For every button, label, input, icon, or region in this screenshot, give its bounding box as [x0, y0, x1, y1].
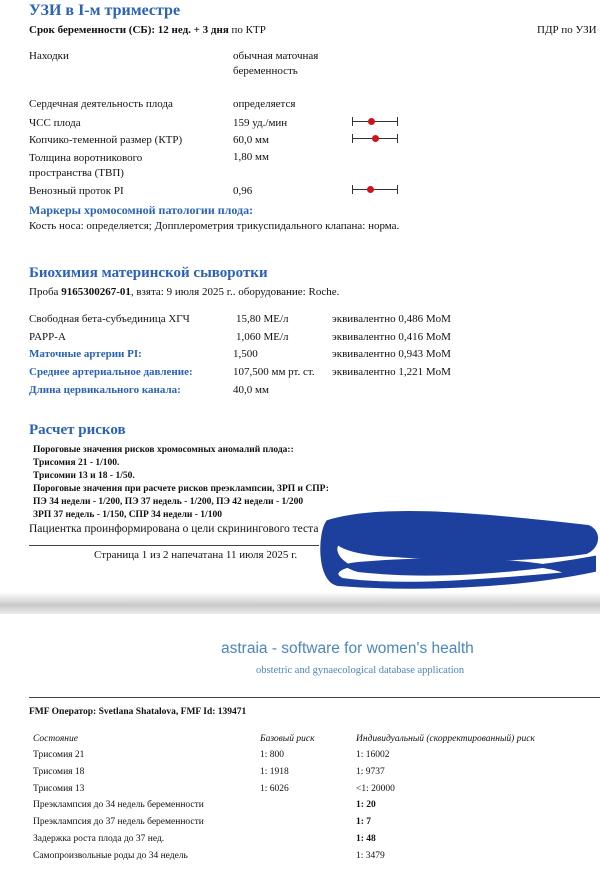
dv-range-indicator [352, 184, 398, 196]
footer-rule [29, 545, 319, 546]
col-header-base: Базовый риск [260, 734, 315, 744]
bio-value-4: 40,0 мм [233, 384, 269, 396]
operator-line: FMF Оператор: Svetlana Shatalova, FMF Id: 139471 [29, 707, 247, 717]
finding-label-2: ЧСС плода [29, 117, 81, 129]
col-header-condition: Состояние [33, 734, 78, 744]
biochemistry-heading: Биохимия материнской сыворотки [29, 265, 268, 281]
risk-line-4: ПЭ 34 недели - 1/200, ПЭ 37 недель - 1/200, ПЭ 42 недели - 1/200 [33, 497, 304, 507]
finding-value-1: определяется [233, 98, 296, 110]
risk-line-1: Трисомия 21 - 1/100. [33, 458, 120, 468]
bio-value-1: 1,060 МЕ/л [236, 331, 289, 343]
risk-row-3-condition: Преэклампсия до 34 недель беременности [33, 800, 204, 810]
bio-label-2: Маточные артерии PI: [29, 348, 142, 360]
finding-label-5: Венозный проток PI [29, 185, 124, 197]
markers-heading: Маркеры хромосомной патологии плода: [29, 203, 254, 217]
risk-row-4-individual: 1: 7 [356, 817, 372, 827]
hr-range-indicator [352, 116, 398, 128]
finding-label-1: Сердечная деятельность плода [29, 98, 173, 110]
sample-line [29, 286, 339, 298]
bio-label-0: Свободная бета-субъединица ХГЧ [29, 313, 190, 325]
risk-row-0-base: 1: 800 [260, 750, 285, 760]
bio-label-3: Среднее артериальное давление: [29, 366, 193, 378]
col-header-individual: Индивидуальный (скорректированный) риск [356, 734, 535, 744]
risk-heading: Расчет рисков [29, 422, 126, 438]
bio-mom-1: эквивалентно 0,416 MoM [332, 331, 451, 343]
risk-line-2: Трисомии 13 и 18 - 1/50. [33, 471, 135, 481]
page-footer: Страница 1 из 2 напечатана 11 июля 2025 г. [94, 549, 298, 561]
bio-mom-2: эквивалентно 0,943 MoM [332, 348, 451, 360]
risk-row-2-base: 1: 6026 [260, 784, 289, 794]
finding-value-5: 0,96 [233, 185, 253, 197]
finding-value-2: 159 уд./мин [233, 117, 288, 129]
risk-row-2-individual: <1: 20000 [356, 784, 395, 794]
risk-row-2-condition: Трисомия 13 [33, 784, 85, 794]
crl-range-indicator [352, 133, 398, 145]
crl-marker [372, 135, 379, 142]
risk-row-0-condition: Трисомия 21 [33, 750, 85, 760]
ga-suffix: по КТР [231, 24, 266, 36]
sample-id: 9165300267-01 [61, 286, 131, 298]
astraia-brand: astraia - software for women's health [221, 640, 474, 657]
informed-text: Пациентка проинформирована о цели скринингового теста [29, 523, 319, 535]
risk-row-5-individual: 1: 48 [356, 834, 376, 844]
dv-marker [367, 186, 374, 193]
finding-value-4: 1,80 мм [233, 151, 269, 163]
hr-marker [368, 118, 375, 125]
bio-label-1: PAPP-A [29, 331, 66, 343]
sample-suffix: , взята: 9 июля 2025 г.. оборудование: Roche. [130, 286, 340, 298]
risk-row-0-individual: 1: 16002 [356, 750, 390, 760]
markers-text: Кость носа: определяется; Допплерометрия трикуспидального клапана: норма. [29, 220, 400, 232]
bio-value-3: 107,500 мм рт. ст. [233, 366, 315, 378]
header-rule [29, 697, 600, 698]
finding-label-4: Толщина воротникового пространства (ТВП) [29, 152, 143, 179]
risk-line-3: Пороговые значения при расчете рисков преэклампсии, ЗРП и СПР: [33, 484, 329, 494]
bio-label-4: Длина цервикального канала: [29, 384, 181, 396]
finding-value-0: обычная маточная беременность [233, 50, 319, 77]
bio-value-2: 1,500 [233, 348, 258, 360]
page-separator [0, 592, 600, 614]
finding-value-3: 60,0 мм [233, 134, 269, 146]
risk-row-6-individual: 1: 3479 [356, 851, 385, 861]
risk-row-1-condition: Трисомия 18 [33, 767, 85, 777]
edd-label: ПДР по УЗИ [537, 24, 597, 36]
redaction-scribble [318, 502, 600, 590]
bio-value-0: 15,80 МЕ/л [236, 313, 289, 325]
finding-label-0: Находки [29, 50, 69, 62]
finding-label-3: Копчико-теменной размер (КТР) [29, 134, 183, 146]
risk-row-1-individual: 1: 9737 [356, 767, 385, 777]
bio-mom-3: эквивалентно 1,221 MoM [332, 366, 451, 378]
risk-row-1-base: 1: 1918 [260, 767, 289, 777]
sample-prefix: Проба [29, 286, 62, 298]
risk-line-0: Пороговые значения рисков хромосомных аномалий плода:: [33, 445, 294, 455]
risk-row-3-individual: 1: 20 [356, 800, 376, 810]
risk-row-4-condition: Преэклампсия до 37 недель беременности [33, 817, 204, 827]
ga-label: Срок беременности (СБ): 12 нед. + 3 дня [29, 24, 229, 36]
bio-mom-0: эквивалентно 0,486 MoM [332, 313, 451, 325]
risk-row-5-condition: Задержка роста плода до 37 нед. [33, 834, 165, 844]
gestational-age [29, 24, 266, 36]
ultrasound-title: УЗИ в I-м триместре [29, 2, 181, 19]
risk-row-6-condition: Самопроизвольные роды до 34 недель [33, 851, 188, 861]
astraia-tagline: obstetric and gynaecological database application [256, 665, 465, 676]
risk-line-5: ЗРП 37 недель - 1/150, СПР 34 недели - 1/100 [33, 510, 222, 520]
